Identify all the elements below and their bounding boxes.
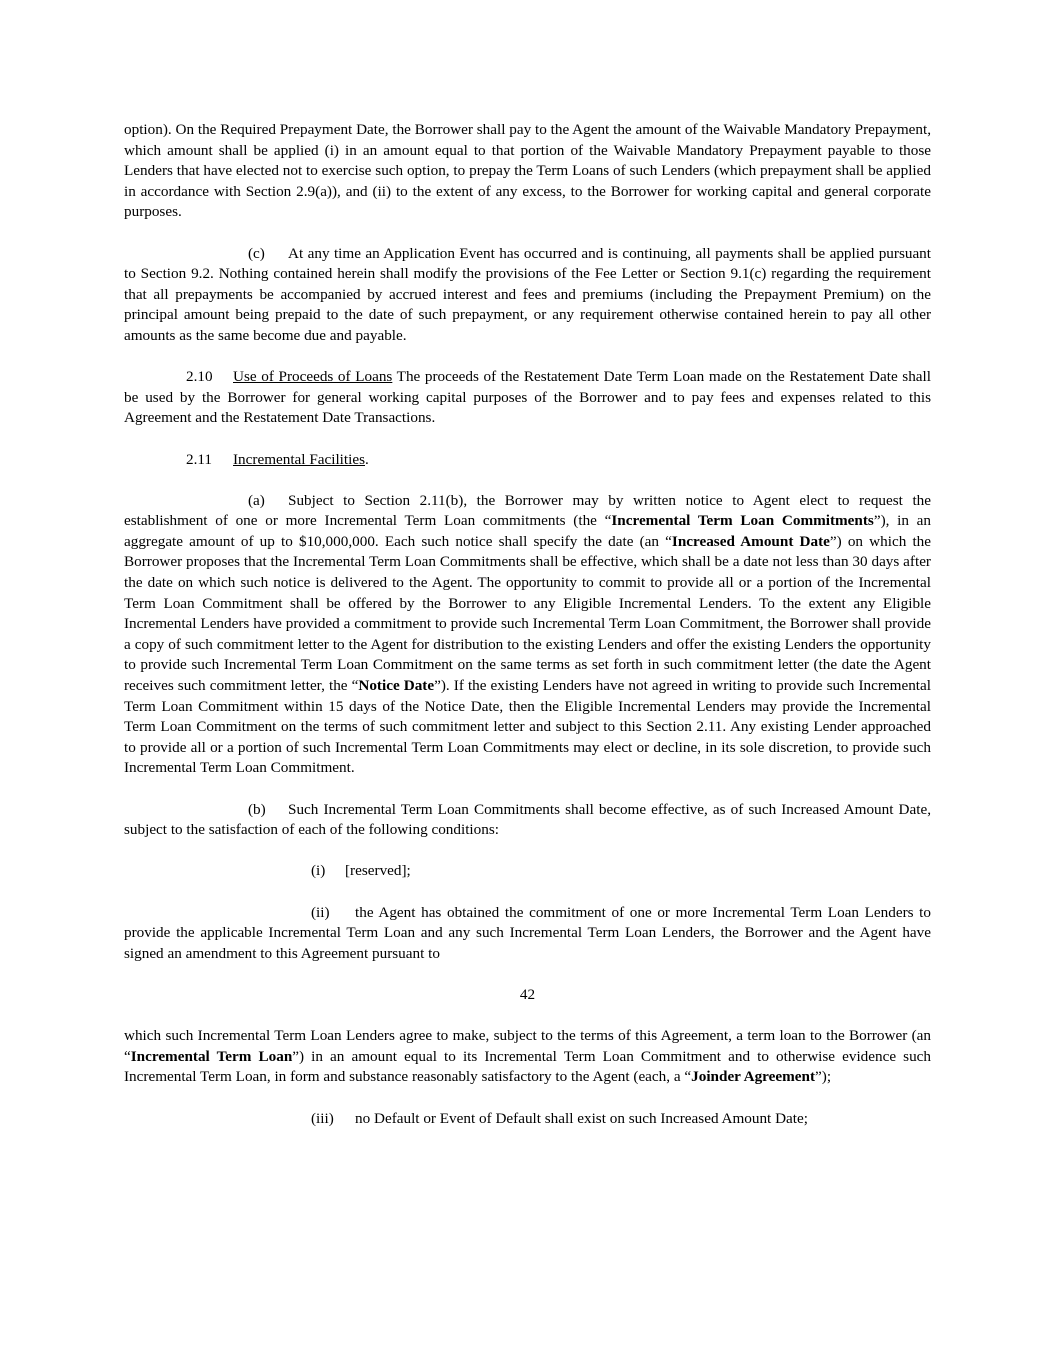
paragraph-a: (a) Subject to Section 2.11(b), the Borrower may by written notice to Agent elect to request the establishment of one or more Incremental Term Loan commitments (the “Incremental Term Loan Commitments”), in an aggregate amount of up to $10,000,000. Each such notice shall specify the date (an “Increased Amount Date”) on which the Borrower proposes that the Incremental Term Loan Commitments shall be effective, which shall be a date not less than 30 days after the date on which such notice is delivered to the Agent. The opportunity to commit to provide all or a portion of the Incremental Term Loan Commitment shall be offered by the Borrower to any Eligible Incremental Lenders. To the extent any Eligible Incremental Lenders have provided a commitment to provide such Incremental Term Loan Commitment, the Borrower shall provide a copy of such commitment letter to the Agent for distribution to the existing Lenders and offer the existing Lenders the opportunity to provide such Incremental Term Loan Commitment on the same terms as set forth in such commitment letter (the date the Agent receives such commitment letter, the “Notice Date”). If the existing Lenders have not agreed in writing to provide such Incremental Term Loan Commitment within 15 days of the Notice Date, then the Eligible Incremental Lenders may provide the Incremental Term Loan Commitment on the terms of such commitment letter and subject to this Section 2.11. Any existing Lender approached to provide all or a portion of such Incremental Term Loan Commitments may elect or decline, in its sole discretion, to provide such Incremental Term Loan Commitment. (124, 491, 931, 777)
defined-term: Joinder Agreement (691, 1068, 816, 1086)
section-heading: Incremental Facilities (233, 450, 365, 468)
defined-term: Incremental Term Loan (130, 1047, 293, 1065)
section-number: 2.10 (186, 368, 213, 386)
paragraph-ii-continued: which such Incremental Term Loan Lenders agree to make, subject to the terms of this Agreement, a term loan to the Borrower (an “Incremental Term Loan”) in an amount equal to its Incremental Term Loan Commitment and to otherwise evidence such Incremental Term Loan, in form and substance reasonably satisfactory to the Agent (each, a “Joinder Agreement”); (124, 1027, 932, 1086)
paragraph-iii: (iii) no Default or Event of Default shall exist on such Increased Amount Date; (124, 1109, 931, 1130)
section-heading: Use of Proceeds of Loans (233, 368, 393, 386)
paragraph-ii: (ii) the Agent has obtained the commitment of one or more Incremental Term Loan Lenders to provide the applicable Incremental Term Loan and any such Incremental Term Loan Lenders, the Borrower and the Agent have signed an amendment to this Agreement pursuant to (124, 903, 931, 962)
defined-term: Notice Date (358, 677, 435, 695)
clause-label: (iii) (311, 1109, 334, 1127)
clause-label: (c) (248, 244, 265, 262)
paragraph-i: (i) [reserved]; (124, 861, 931, 882)
clause-label: (b) (248, 800, 266, 818)
paragraph-b: (b) Such Incremental Term Loan Commitments shall become effective, as of such Increased Amount Date, subject to the satisfaction of each of the following conditions: (124, 800, 931, 839)
clause-label: (ii) (311, 903, 330, 921)
paragraph-waivable-prepayment: option). On the Required Prepayment Date, the Borrower shall pay to the Agent the amount of the Waivable Mandatory Prepayment, which amount shall be applied (i) in an amount equal to that portion of the Waivable Mandatory Prepayment payable to those Lenders that have elected not to exercise such option, to prepay the Term Loans of such Lenders (which prepayment shall be applied in accordance with Section 2.9(a)), and (ii) to the extent of any excess, to the Borrower for working capital and general corporate purposes. (124, 121, 931, 221)
paragraph-c: (c) At any time an Application Event has occurred and is continuing, all payments shall be applied pursuant to Section 9.2. Nothing contained herein shall modify the provisions of the Fee Letter or Section 9.1(c) regarding the requirement that all prepayments be accompanied by accrued interest and fees and premiums (including the Prepayment Premium) on the principal amount being prepaid to the date of such prepayment, or any requirement otherwise contained herein to pay all other amounts as the same become due and payable. (124, 244, 931, 344)
clause-label: (i) (311, 862, 326, 880)
defined-term: Increased Amount Date (671, 532, 830, 550)
page-number: 42 (519, 985, 536, 1003)
section-number: 2.11 (186, 450, 213, 468)
clause-label: (a) (248, 491, 265, 509)
defined-term: Incremental Term Loan Commitments (611, 512, 874, 530)
document-body (124, 120, 931, 1129)
section-2-10: 2.10 Use of Proceeds of Loans The proceeds of the Restatement Date Term Loan made on the Restatement Date shall be used by the Borrower for general working capital purposes of the Borrower and to pay fees and expenses related to this Agreement and the Restatement Date Transactions. (124, 368, 931, 427)
section-2-11: 2.11 Incremental Facilities. (124, 450, 931, 471)
